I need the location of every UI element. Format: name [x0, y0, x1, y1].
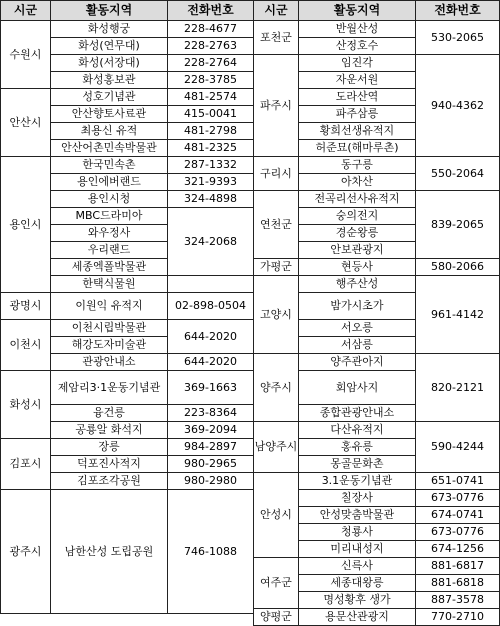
phone-cell: 881-6818	[416, 575, 500, 592]
table-row	[1, 439, 254, 456]
phone-cell: 580-2066	[416, 259, 500, 276]
city-cell: 이천시	[1, 320, 51, 371]
city-cell: 포천군	[254, 21, 299, 55]
table-row	[254, 609, 500, 626]
city-cell: 안성시	[254, 473, 299, 558]
phone-cell: 980-2980	[168, 473, 254, 490]
city-cell: 광명시	[1, 293, 51, 320]
phone-cell: 228-2763	[168, 38, 254, 55]
city-cell: 광주시	[1, 490, 51, 614]
table-row	[254, 157, 500, 174]
area-cell: 아차산	[299, 174, 416, 191]
area-cell: 우리랜드	[51, 242, 168, 259]
phone-cell: 644-2020	[168, 320, 254, 354]
city-cell: 구리시	[254, 157, 299, 191]
city-cell: 고양시	[254, 276, 299, 354]
area-cell: 공룡알 화석지	[51, 422, 168, 439]
table-row	[254, 21, 500, 38]
area-cell: 칠장사	[299, 490, 416, 507]
city-cell: 양주시	[254, 354, 299, 422]
area-cell: 성호기념관	[51, 89, 168, 106]
phone-cell: 481-2574	[168, 89, 254, 106]
phone-cell: 674-0741	[416, 507, 500, 524]
city-cell: 안산시	[1, 89, 51, 157]
area-cell: 파주삼릉	[299, 106, 416, 123]
area-cell: 세종대왕릉	[299, 575, 416, 592]
phone-cell: 674-1256	[416, 541, 500, 558]
table-row	[254, 276, 500, 293]
table-row	[254, 259, 500, 276]
phone-cell: 481-2798	[168, 123, 254, 140]
area-cell: 화성홍보관	[51, 72, 168, 89]
area-cell: 용인에버랜드	[51, 174, 168, 191]
phone-cell: 287-1332	[168, 157, 254, 174]
area-cell: 이천시립박물관	[51, 320, 168, 337]
header-phone: 전화번호	[416, 1, 500, 21]
area-cell: 미리내성지	[299, 541, 416, 558]
phone-cell: 980-2965	[168, 456, 254, 473]
right-table	[253, 0, 500, 626]
city-cell: 김포시	[1, 439, 51, 490]
phone-cell: 324-2068	[168, 208, 254, 276]
phone-cell: 369-2094	[168, 422, 254, 439]
area-cell: 산정호수	[299, 38, 416, 55]
area-cell: 장릉	[51, 439, 168, 456]
phone-cell: 984-2897	[168, 439, 254, 456]
area-cell: 신륵사	[299, 558, 416, 575]
area-cell: 명성황후 생가	[299, 592, 416, 609]
table-row	[254, 191, 500, 208]
area-cell: 한국민속촌	[51, 157, 168, 174]
area-cell: 최용신 유적	[51, 123, 168, 140]
area-cell: 안성맞춤박물관	[299, 507, 416, 524]
city-cell: 여주군	[254, 558, 299, 609]
area-cell: 화성(연무대)	[51, 38, 168, 55]
area-cell: 제암리3·1운동기념관	[51, 371, 168, 405]
area-cell: 전곡리선사유적지	[299, 191, 416, 208]
city-cell: 파주시	[254, 55, 299, 157]
area-cell: 해강도자미술관	[51, 337, 168, 354]
phone-cell: 644-2020	[168, 354, 254, 371]
area-cell: 용문산관광지	[299, 609, 416, 626]
city-cell: 양평군	[254, 609, 299, 626]
area-cell: 황희선생유적지	[299, 123, 416, 140]
right-panel	[253, 0, 500, 626]
phone-cell: 223-8364	[168, 405, 254, 422]
area-cell: 김포조각공원	[51, 473, 168, 490]
table-row	[254, 55, 500, 72]
phone-cell: 887-3578	[416, 592, 500, 609]
header-city: 시군	[1, 1, 51, 21]
area-cell: 서오릉	[299, 320, 416, 337]
table-row	[1, 490, 254, 614]
area-cell: 몽골문화촌	[299, 456, 416, 473]
area-cell: 관광안내소	[51, 354, 168, 371]
city-cell: 수원시	[1, 21, 51, 89]
area-cell: 현등사	[299, 259, 416, 276]
phone-cell: 02-898-0504	[168, 293, 254, 320]
phone-cell: 746-1088	[168, 490, 254, 614]
header-phone: 전화번호	[168, 1, 254, 21]
table-row	[1, 293, 254, 320]
area-cell: 종합관광안내소	[299, 405, 416, 422]
header-city: 시군	[254, 1, 299, 21]
area-cell: 3.1운동기념관	[299, 473, 416, 490]
area-cell: 자운서원	[299, 72, 416, 89]
area-cell: 양주관아지	[299, 354, 416, 371]
area-cell: 도라산역	[299, 89, 416, 106]
area-cell: 회암사지	[299, 371, 416, 405]
area-cell: 서삼릉	[299, 337, 416, 354]
table-row	[1, 89, 254, 106]
table-row	[254, 422, 500, 439]
phone-cell: 415-0041	[168, 106, 254, 123]
phone-cell: 228-2764	[168, 55, 254, 72]
area-cell: 허준묘(해마루촌)	[299, 140, 416, 157]
area-cell: 화성행궁	[51, 21, 168, 38]
table-row	[254, 473, 500, 490]
phone-cell: 530-2065	[416, 21, 500, 55]
area-cell: 행주산성	[299, 276, 416, 293]
table-row	[1, 371, 254, 405]
phone-cell: 369-1663	[168, 371, 254, 405]
city-cell: 연천군	[254, 191, 299, 259]
city-cell: 화성시	[1, 371, 51, 439]
area-cell: 밤가시초가	[299, 293, 416, 320]
area-cell: 홍유릉	[299, 439, 416, 456]
table-row	[254, 558, 500, 575]
left-table	[0, 0, 254, 614]
phone-cell: 324-4898	[168, 191, 254, 208]
phone-cell: 940-4362	[416, 55, 500, 157]
area-cell: 융건릉	[51, 405, 168, 422]
right-header-row	[254, 1, 500, 21]
left-header-row	[1, 1, 254, 21]
area-cell: 안산어촌민속박물관	[51, 140, 168, 157]
header-area: 활동지역	[51, 1, 168, 21]
city-cell: 남양주시	[254, 422, 299, 473]
phone-cell: 881-6817	[416, 558, 500, 575]
area-cell: 청룡사	[299, 524, 416, 541]
table-row	[254, 354, 500, 371]
phone-cell	[168, 276, 254, 293]
phone-cell: 820-2121	[416, 354, 500, 422]
area-cell: 반월산성	[299, 21, 416, 38]
phone-cell: 228-3785	[168, 72, 254, 89]
area-cell: 세종엑폴박물관	[51, 259, 168, 276]
phone-cell: 481-2325	[168, 140, 254, 157]
phone-cell: 550-2064	[416, 157, 500, 191]
area-cell: 숭의전지	[299, 208, 416, 225]
area-cell: 안보관광지	[299, 242, 416, 259]
phone-cell: 839-2065	[416, 191, 500, 259]
area-cell: 동구릉	[299, 157, 416, 174]
phone-cell: 651-0741	[416, 473, 500, 490]
table-row	[1, 21, 254, 38]
left-panel	[0, 0, 254, 614]
phone-cell: 228-4677	[168, 21, 254, 38]
area-cell: 이원익 유적지	[51, 293, 168, 320]
area-cell: 경순왕릉	[299, 225, 416, 242]
area-cell: 와우정사	[51, 225, 168, 242]
header-area: 활동지역	[299, 1, 416, 21]
phone-cell: 590-4244	[416, 422, 500, 473]
area-cell: 다산유적지	[299, 422, 416, 439]
area-cell: 남한산성 도립공원	[51, 490, 168, 614]
area-cell: MBC드라미아	[51, 208, 168, 225]
phone-cell: 673-0776	[416, 524, 500, 541]
area-cell: 안산향토사료관	[51, 106, 168, 123]
phone-cell: 961-4142	[416, 276, 500, 354]
city-cell: 가평군	[254, 259, 299, 276]
area-cell: 용인시청	[51, 191, 168, 208]
area-cell: 임진각	[299, 55, 416, 72]
area-cell: 화성(서장대)	[51, 55, 168, 72]
city-cell: 용인시	[1, 157, 51, 293]
phone-cell: 673-0776	[416, 490, 500, 507]
area-cell: 한택식물원	[51, 276, 168, 293]
phone-cell: 321-9393	[168, 174, 254, 191]
phone-cell: 770-2710	[416, 609, 500, 626]
table-row	[1, 320, 254, 337]
area-cell: 덕포진사적지	[51, 456, 168, 473]
table-row	[1, 157, 254, 174]
